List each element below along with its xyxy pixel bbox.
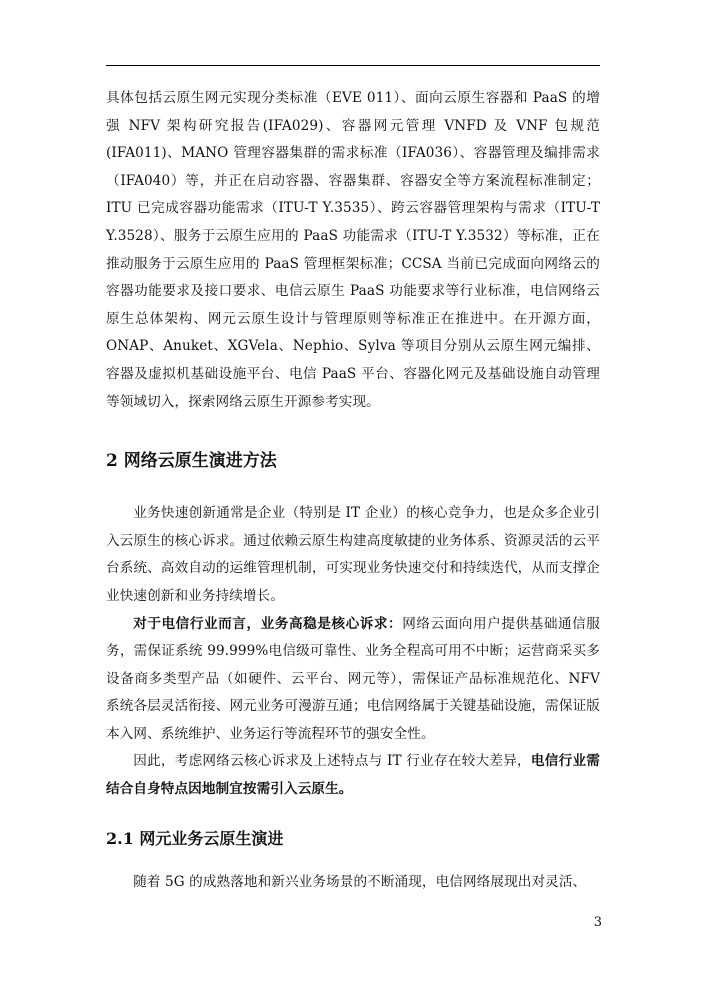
telecom-demand-text: 网络云面向用户提供基础通信服务，需保证系统 99.999%电信级可靠性、业务全程高可用不中断；运营商采买多设备商多类型产品（如硬件、云平台、网元等），需保证产品标准规范化、NFV 系统各层灵活衔接、网元业务可漫游互通；电信网络属于关键基础设施，需保证版本入网、系统维护、业务运行等流程环节的强安全性。 — [106, 615, 600, 742]
paragraph-enterprise-demand: 业务快速创新通常是企业（特别是 IT 企业）的核心竞争力，也是众多企业引入云原生的核心诉求。通过依赖云原生构建高度敏捷的业务体系、资源灵活的云平台系统、高效自动的运维管理机制，可实现业务快速交付和持续迭代，从而支撑企业快速创新和业务持续增长。 — [106, 505, 600, 604]
conclusion-emphasis: 电信行业需结合自身特点因地制宜按需引入云原生。 — [106, 753, 600, 798]
telecom-demand-emphasis: 对于电信行业而言，业务高稳是核心诉求： — [133, 615, 403, 632]
page-number: 3 — [593, 915, 602, 930]
header-rule — [106, 65, 600, 66]
page-body — [106, 85, 600, 896]
paragraph-telecom-demand — [106, 611, 600, 749]
conclusion-text: 因此，考虑网络云核心诉求及上述特点与 IT 行业存在较大差异， — [133, 753, 531, 770]
paragraph-5g-evolution: 随着 5G 的成熟落地和新兴业务场景的不断涌现，电信网络展现出对灵活、 — [133, 873, 587, 890]
paragraph-standards: 具体包括云原生网元实现分类标准（EVE 011）、面向云原生容器和 PaaS 的增强 NFV 架构研究报告(IFA029)、容器网元管理 VNFD 及 VNF 包规范(IFA011)、MANO 管理容器集群的需求标准（IFA036）、容器管理及编排需求（IFA040）等，并正在启动容器、容器集群、容器安全等方案流程标准制定；ITU 已完成容器功能需求（ITU-T Y.3535）、跨云容器管理架构与需求（ITU-T Y.3528）、服务于云原生应用的 PaaS 功能需求（ITU-T Y.3532）等标准，正在推动服务于云原生应用的 PaaS 管理框架标准；CCSA 当前已完成面向网络云的容器功能要求及接口要求、电信云原生 PaaS 功能要求等行业标准，电信网络云原生总体架构、网元云原生设计与管理原则等标准正在推进中。在开源方面，ONAP、Anuket、XGVela、Nephio、Sylva 等项目分别从云原生网元编排、容器及虚拟机基础设施平台、电信 PaaS 平台、容器化网元及基础设施自动管理等领域切入，探索网络云原生开源参考实现。 — [106, 90, 600, 410]
section-heading-2-1: 2.1 网元业务云原生演进 — [106, 828, 284, 848]
paragraph-conclusion — [106, 748, 600, 803]
section-heading-2: 2 网络云原生演进方法 — [106, 451, 277, 472]
